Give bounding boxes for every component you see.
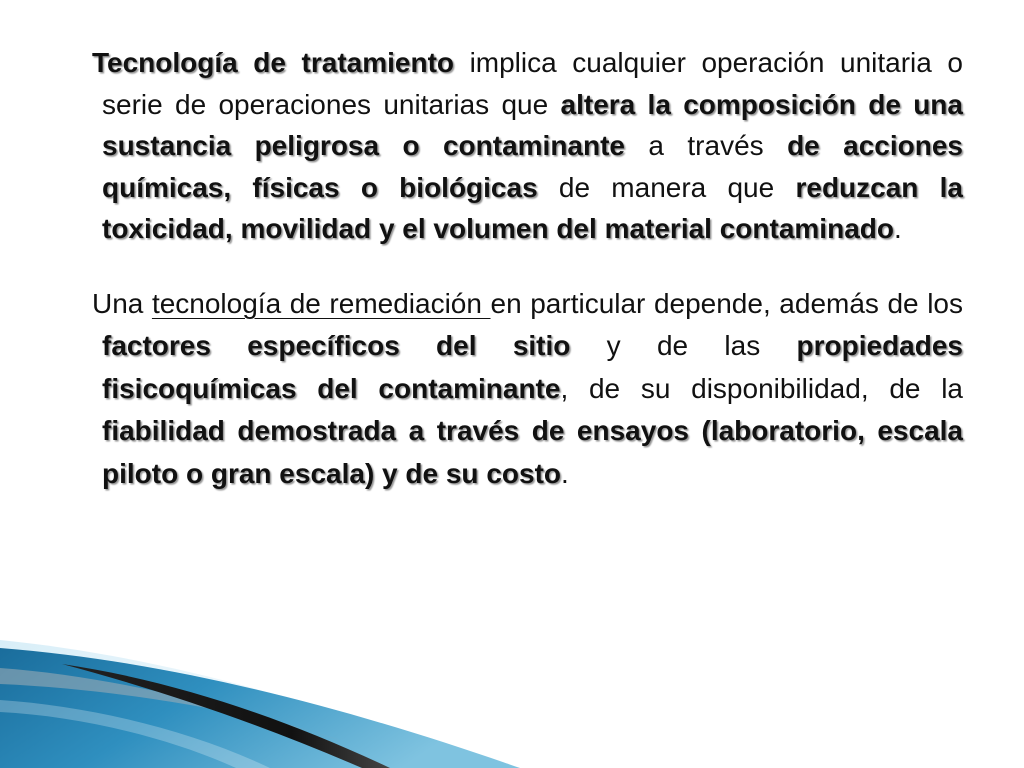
term-remediation-technology: tecnología de remediación xyxy=(151,287,491,319)
text-segment: de manera que xyxy=(537,171,796,203)
highlight-demonstrated-reliability: fiabilidad demostrada a través de ensayos (laboratorio, escala piloto o gran escala) y de su costo xyxy=(102,415,963,489)
term-treatment-technology: Tecnología de tratamiento xyxy=(92,47,454,78)
highlight-site-factors: factores específicos del sitio xyxy=(102,330,571,361)
text-segment: implica cualquier operación unitaria o serie de operaciones unitarias que xyxy=(102,47,963,120)
text-segment: . xyxy=(561,457,569,489)
text-segment: en particular depende, además de los xyxy=(490,287,963,319)
wave-band-blue xyxy=(0,648,520,768)
text-segment: a través xyxy=(625,130,788,161)
highlight-reduce-toxicity: reduzcan la toxicidad, movilidad y el volumen del material contaminado xyxy=(102,171,963,244)
highlight-physicochemical-properties: propiedades fisicoquímicas del contaminante xyxy=(102,330,963,404)
highlight-actions: de acciones químicas, físicas o biológicas xyxy=(102,130,963,203)
text-segment: . xyxy=(893,213,902,244)
text-segment: y de las xyxy=(570,330,797,361)
text-segment: Una xyxy=(92,287,152,319)
text-segment: , de su disponibilidad, de la xyxy=(560,372,963,404)
highlight-alters-composition: altera la composición de una sustancia peligrosa o contaminante xyxy=(102,88,963,161)
